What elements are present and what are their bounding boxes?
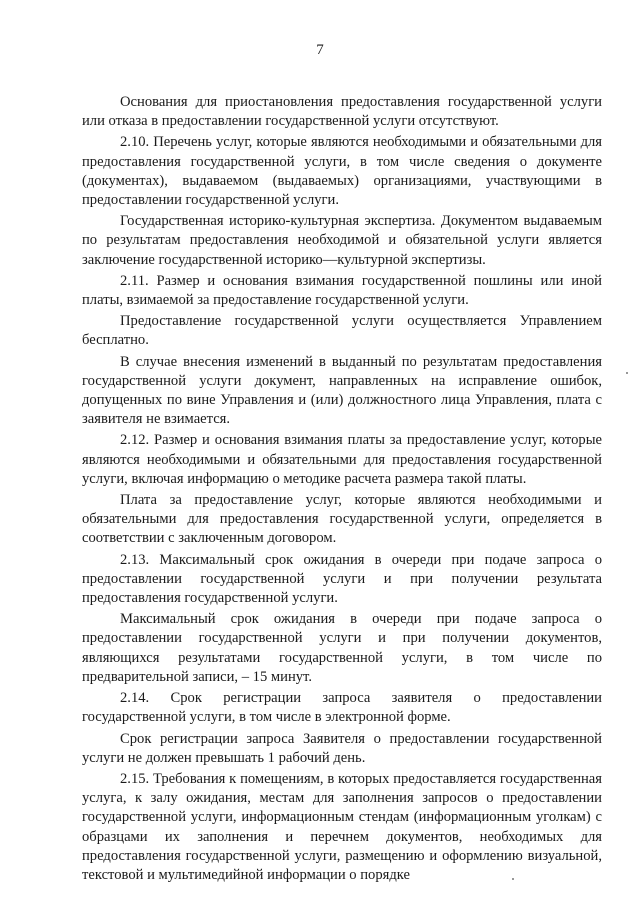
paragraph-queue-time: Максимальный срок ожидания в очереди при подаче запроса о предоставлении государственной услуги и при получении документов, являющихся результатами государственной услуги, в том числе по предварительной записи, – 15 минут. — [82, 611, 602, 685]
paragraph-registration-time: Срок регистрации запроса Заявителя о предоставлении государственной услуги не должен превышать 1 рабочий день. — [82, 730, 602, 766]
paragraph-2-13: 2.13. Максимальный срок ожидания в очереди при подаче запроса о предоставлении государственной услуги и при получении результата предоставления государственной услуги. — [82, 551, 602, 607]
page-number: 7 — [316, 42, 324, 58]
paragraph-2-10: 2.10. Перечень услуг, которые являются необходимыми и обязательными для предоставления государственной услуги, в том числе сведения о документе (документах), выдаваемом (выдаваемых) организациями, участвующими в предоставлении государственной услуги. — [82, 134, 602, 209]
paragraph-2-14: 2.14. Срок регистрации запроса заявителя о предоставлении государственной услуги, в том числе в электронной форме. — [82, 690, 602, 726]
paragraph-2-15: 2.15. Требования к помещениям, в которых предоставляется государственная услуга, к залу ожидания, местам для заполнения запросов о предоставлении государственной услуги, информационным стендам (информационным уголкам) с образцами их заполнения и перечнем документов, необходимых для предоставления государственной услуги, размещению и оформлению визуальной, текстовой и мультимедийной информации о порядке — [82, 770, 602, 883]
paragraph-free-of-charge: Предоставление государственной услуги осуществляется Управлением бесплатно. — [82, 313, 602, 349]
paragraph-2-11: 2.11. Размер и основания взимания государственной пошлины или иной платы, взимаемой за предоставление государственной услуги. — [82, 272, 602, 309]
paragraph-changes: В случае внесения изменений в выданный по результатам предоставления государственной услуги документ, направленных на исправление ошибок, допущенных по вине Управления и (или) должностного лица Управления, плата с заявителя не взимается. — [82, 353, 602, 428]
document-body — [82, 93, 602, 885]
scan-speck — [512, 878, 514, 880]
paragraph-2-12: 2.12. Размер и основания взимания платы за предоставление услуг, которые являются необходимыми и обязательными для предоставления государственной услуги, включая информацию о методике расчета размера такой платы. — [82, 432, 602, 487]
paragraph-expertise: Государственная историко-культурная экспертиза. Документом выдаваемым по результатам предоставления необходимой и обязательной услуги является заключение государственной историко—культурной экспертизы. — [82, 213, 602, 268]
paragraph-suspension-grounds: Основания для приостановления предоставления государственной услуги или отказа в предоставлении государственной услуги отсутствуют. — [82, 94, 602, 130]
scan-speck — [626, 372, 628, 374]
paragraph-fee-contract: Плата за предоставление услуг, которые являются необходимыми и обязательными для предоставления государственной услуги, определяется в соответствии с заключенным договором. — [82, 492, 602, 547]
